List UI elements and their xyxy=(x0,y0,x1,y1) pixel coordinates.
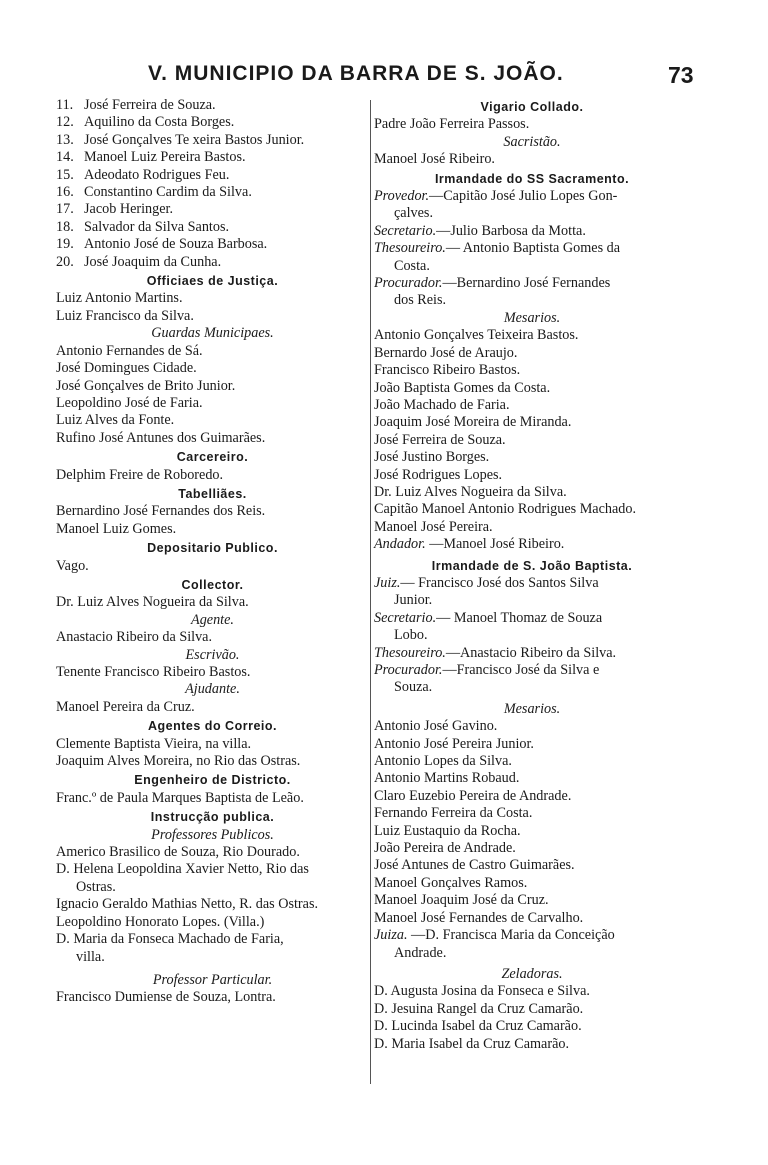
mesarios1-list xyxy=(374,327,690,536)
ss-officer xyxy=(374,275,690,292)
item-number: 16. xyxy=(56,184,74,201)
page-number: 73 xyxy=(668,62,694,88)
engenheiro-name: Franc.º de Paula Marques Baptista de Leão. xyxy=(56,789,304,806)
officer-cont: dos Reis. xyxy=(394,292,447,309)
zeladora-item: D. Maria Isabel da Cruz Camarão. xyxy=(374,1035,570,1052)
numbered-item xyxy=(56,149,369,166)
guardas-item: Leopoldino José de Faria. xyxy=(56,394,203,411)
item-number: 11. xyxy=(56,97,74,113)
andador-line xyxy=(374,536,690,553)
heading-vigario: Vigario Collado. xyxy=(480,100,584,114)
mesario-item: Manoel José Pereira. xyxy=(374,518,493,535)
heading-collector: Collector. xyxy=(181,577,244,592)
numbered-item xyxy=(56,132,369,149)
page-title: V. MUNICIPIO DA BARRA DE S. JOÃO. xyxy=(148,62,564,85)
heading-engenheiro: Engenheiro de Districto. xyxy=(134,773,291,788)
mesario-item: Manoel José Fernandes de Carvalho. xyxy=(374,909,584,926)
officer-cont: çalves. xyxy=(394,205,433,222)
mesario-item: José Antunes de Castro Guimarães. xyxy=(374,857,575,874)
professor-item: D. Helena Leopoldina Xavier Netto, Rio das xyxy=(56,861,309,878)
mesario-item: Antonio Gonçalves Teixeira Bastos. xyxy=(374,327,579,344)
mesario-item: Luiz Eustaquio da Rocha. xyxy=(374,822,521,839)
guardas-item: Rufino José Antunes dos Guimarães. xyxy=(56,429,266,446)
vigario-name: Padre João Ferreira Passos. xyxy=(374,116,530,133)
item-text: José Ferreira de Souza. xyxy=(84,97,216,113)
mesario-item: Antonio Lopes da Silva. xyxy=(374,753,512,770)
mesario-item: Manoel Joaquim José da Cruz. xyxy=(374,892,549,909)
heading-guardas: Guardas Municipaes. xyxy=(151,325,274,342)
officer-cont: Souza. xyxy=(394,679,433,696)
tabelliaes-item: Bernardino José Fernandes dos Reis. xyxy=(56,503,266,520)
heading-professores: Professores Publicos. xyxy=(151,826,274,843)
sjb-officers-list xyxy=(374,575,690,697)
juiza-line xyxy=(374,927,690,944)
numbered-item xyxy=(56,219,369,236)
item-number: 17. xyxy=(56,201,74,218)
depositario-name: Vago. xyxy=(56,557,89,574)
ss-officer xyxy=(374,188,690,205)
heading-ss-sacramento: Irmandade do SS Sacramento. xyxy=(434,171,630,186)
agente-name: Anastacio Ribeiro da Silva. xyxy=(56,629,213,646)
page-header xyxy=(0,62,768,92)
item-text: Antonio José de Souza Barbosa. xyxy=(84,236,268,253)
numbered-item xyxy=(56,114,369,131)
andador-name: —Manoel José Ribeiro. xyxy=(429,536,565,553)
correio-item: Clemente Baptista Vieira, na villa. xyxy=(56,735,252,752)
heading-correio: Agentes do Correio. xyxy=(148,719,277,734)
officer-cont: Costa. xyxy=(394,257,430,274)
left-column xyxy=(56,97,369,1007)
officer-role: Secretario. xyxy=(374,222,437,239)
mesario-item: Capitão Manoel Antonio Rodrigues Machado. xyxy=(374,501,637,518)
item-number: 19. xyxy=(56,236,74,253)
item-text: Aquilino da Costa Borges. xyxy=(84,114,235,131)
numbered-item xyxy=(56,254,369,271)
sjb-officer xyxy=(374,575,690,592)
officer-role: Provedor. xyxy=(374,188,430,205)
officer-name: —Francisco José da Silva e xyxy=(442,662,600,678)
correio-list xyxy=(56,736,369,771)
juiza-name: —D. Francisca Maria da Conceição xyxy=(411,927,615,944)
heading-depositario: Depositario Publico. xyxy=(147,541,278,556)
guardas-item: José Gonçalves de Brito Junior. xyxy=(56,377,236,394)
ss-officers-list xyxy=(374,188,690,310)
officer-role: Procurador. xyxy=(374,275,443,292)
officer-role: Secretario. xyxy=(374,609,437,626)
ss-officer xyxy=(374,223,690,240)
numbered-item xyxy=(56,97,369,114)
heading-sacristao: Sacristão. xyxy=(503,133,561,150)
officer-name: —Anastacio Ribeiro da Silva. xyxy=(445,644,617,661)
heading-ajudante: Ajudante. xyxy=(185,681,240,698)
mesario-item: Fernando Ferreira da Costa. xyxy=(374,805,533,822)
mesario-item: Bernardo José de Araujo. xyxy=(374,344,518,361)
mesario-item: Francisco Ribeiro Bastos. xyxy=(374,362,521,379)
zeladora-item: D. Lucinda Isabel da Cruz Camarão. xyxy=(374,1018,582,1035)
numbered-list xyxy=(56,97,369,271)
column-divider xyxy=(370,100,371,1084)
juiza-role: Juiza. xyxy=(374,927,408,944)
officiaes-list xyxy=(56,290,369,325)
item-number: 14. xyxy=(56,149,74,166)
escrivao-name: Tenente Francisco Ribeiro Bastos. xyxy=(56,664,251,680)
officer-cont: Lobo. xyxy=(394,627,428,644)
mesario-item: Manoel Gonçalves Ramos. xyxy=(374,874,528,891)
officiaes-item: Luiz Antonio Martins. xyxy=(56,290,183,307)
zeladora-item: D. Augusta Josina da Fonseca e Silva. xyxy=(374,983,590,1000)
heading-instruccao: Instrucção publica. xyxy=(150,810,275,825)
item-number: 13. xyxy=(56,131,74,148)
numbered-item xyxy=(56,236,369,253)
mesarios2-list xyxy=(374,718,690,927)
mesario-item: José Ferreira de Souza. xyxy=(374,431,506,448)
heading-tabelliaes: Tabelliães. xyxy=(178,486,247,501)
officer-role: Juiz. xyxy=(374,574,401,591)
sjb-officer xyxy=(374,645,690,662)
item-text: Manoel Luiz Pereira Bastos. xyxy=(84,149,246,166)
officer-cont: Junior. xyxy=(394,592,433,609)
zeladora-item: D. Jesuina Rangel da Cruz Camarão. xyxy=(374,1000,584,1017)
ss-officer xyxy=(374,240,690,257)
heading-carcereiro: Carcereiro. xyxy=(176,450,249,465)
officer-name: — Antonio Baptista Gomes da xyxy=(445,240,621,257)
carcereiro-name: Delphim Freire de Roboredo. xyxy=(56,466,224,483)
mesario-item: Dr. Luiz Alves Nogueira da Silva. xyxy=(374,483,567,500)
item-number: 15. xyxy=(56,166,74,183)
professor-item: Ignacio Geraldo Mathias Netto, R. das Ostras. xyxy=(56,896,319,913)
officer-name: — Francisco José dos Santos Silva xyxy=(400,574,599,591)
mesario-item: João Machado de Faria. xyxy=(374,396,510,413)
officer-name: —Bernardino José Fernandes xyxy=(442,275,611,292)
heading-agente: Agente. xyxy=(191,611,234,628)
professores-list xyxy=(56,844,369,966)
officer-role: Thesoureiro. xyxy=(374,240,446,257)
professor-item: D. Maria da Fonseca Machado de Faria, xyxy=(56,931,284,948)
professor-item-cont: Ostras. xyxy=(76,878,116,895)
heading-escrivao: Escrivão. xyxy=(185,646,240,663)
particular-name: Francisco Dumiense de Souza, Lontra. xyxy=(56,989,276,1006)
zeladoras-list xyxy=(374,983,690,1053)
professor-item-cont: villa. xyxy=(76,948,105,965)
officer-name: —Capitão José Julio Lopes Gon- xyxy=(429,188,618,205)
officiaes-item: Luiz Francisco da Silva. xyxy=(56,307,194,324)
mesario-item: Joaquim José Moreira de Miranda. xyxy=(374,414,572,431)
heading-sjb: Irmandade de S. João Baptista. xyxy=(431,558,633,573)
item-text: Adeodato Rodrigues Feu. xyxy=(84,166,230,183)
item-text: Salvador da Silva Santos. xyxy=(84,218,230,235)
ajudante-name: Manoel Pereira da Cruz. xyxy=(56,698,195,715)
item-text: José Gonçalves Te xeira Bastos Junior. xyxy=(84,131,305,148)
mesario-item: Claro Euzebio Pereira de Andrade. xyxy=(374,787,572,804)
mesario-item: Antonio Martins Robaud. xyxy=(374,770,520,787)
mesario-item: João Baptista Gomes da Costa. xyxy=(374,379,551,396)
mesario-item: José Rodrigues Lopes. xyxy=(374,466,503,483)
guardas-item: Luiz Alves da Fonte. xyxy=(56,412,175,429)
mesario-item: João Pereira de Andrade. xyxy=(374,840,516,857)
officer-name: —Julio Barbosa da Motta. xyxy=(436,222,586,239)
sacristao-name: Manoel José Ribeiro. xyxy=(374,151,495,168)
sjb-officer xyxy=(374,662,690,679)
officer-role: Procurador. xyxy=(374,662,443,678)
item-number: 12. xyxy=(56,114,74,131)
numbered-item xyxy=(56,167,369,184)
correio-item: Joaquim Alves Moreira, no Rio das Ostras. xyxy=(56,753,301,770)
numbered-item xyxy=(56,184,369,201)
juiza-cont: Andrade. xyxy=(394,944,447,961)
item-text: Constantino Cardim da Silva. xyxy=(84,184,252,201)
item-text: Jacob Heringer. xyxy=(84,201,174,218)
heading-mesarios-1: Mesarios. xyxy=(503,309,561,326)
heading-officiaes: Officiaes de Justiça. xyxy=(146,274,279,289)
officer-name: — Manoel Thomaz de Souza xyxy=(436,609,603,626)
collector-name: Dr. Luiz Alves Nogueira da Silva. xyxy=(56,594,249,611)
heading-particular: Professor Particular. xyxy=(152,971,273,988)
officer-role: Thesoureiro. xyxy=(374,644,446,661)
item-number: 20. xyxy=(56,253,74,270)
mesario-item: Antonio José Pereira Junior. xyxy=(374,735,534,752)
numbered-item xyxy=(56,201,369,218)
sjb-officer xyxy=(374,610,690,627)
item-text: José Joaquim da Cunha. xyxy=(84,253,222,270)
heading-zeladoras: Zeladoras. xyxy=(501,965,563,982)
tabelliaes-item: Manoel Luiz Gomes. xyxy=(56,520,177,537)
guardas-item: José Domingues Cidade. xyxy=(56,360,197,377)
professor-item: Leopoldino Honorato Lopes. (Villa.) xyxy=(56,913,265,930)
item-number: 18. xyxy=(56,218,74,235)
heading-mesarios-2: Mesarios. xyxy=(503,700,561,717)
tabelliaes-list xyxy=(56,503,369,538)
mesario-item: José Justino Borges. xyxy=(374,449,490,466)
mesario-item: Antonio José Gavino. xyxy=(374,718,498,735)
professor-item: Americo Brasilico de Souza, Rio Dourado. xyxy=(56,844,300,861)
guardas-item: Antonio Fernandes de Sá. xyxy=(56,342,203,359)
guardas-list xyxy=(56,343,369,447)
right-column xyxy=(374,97,690,1053)
andador-role: Andador. xyxy=(374,536,426,553)
